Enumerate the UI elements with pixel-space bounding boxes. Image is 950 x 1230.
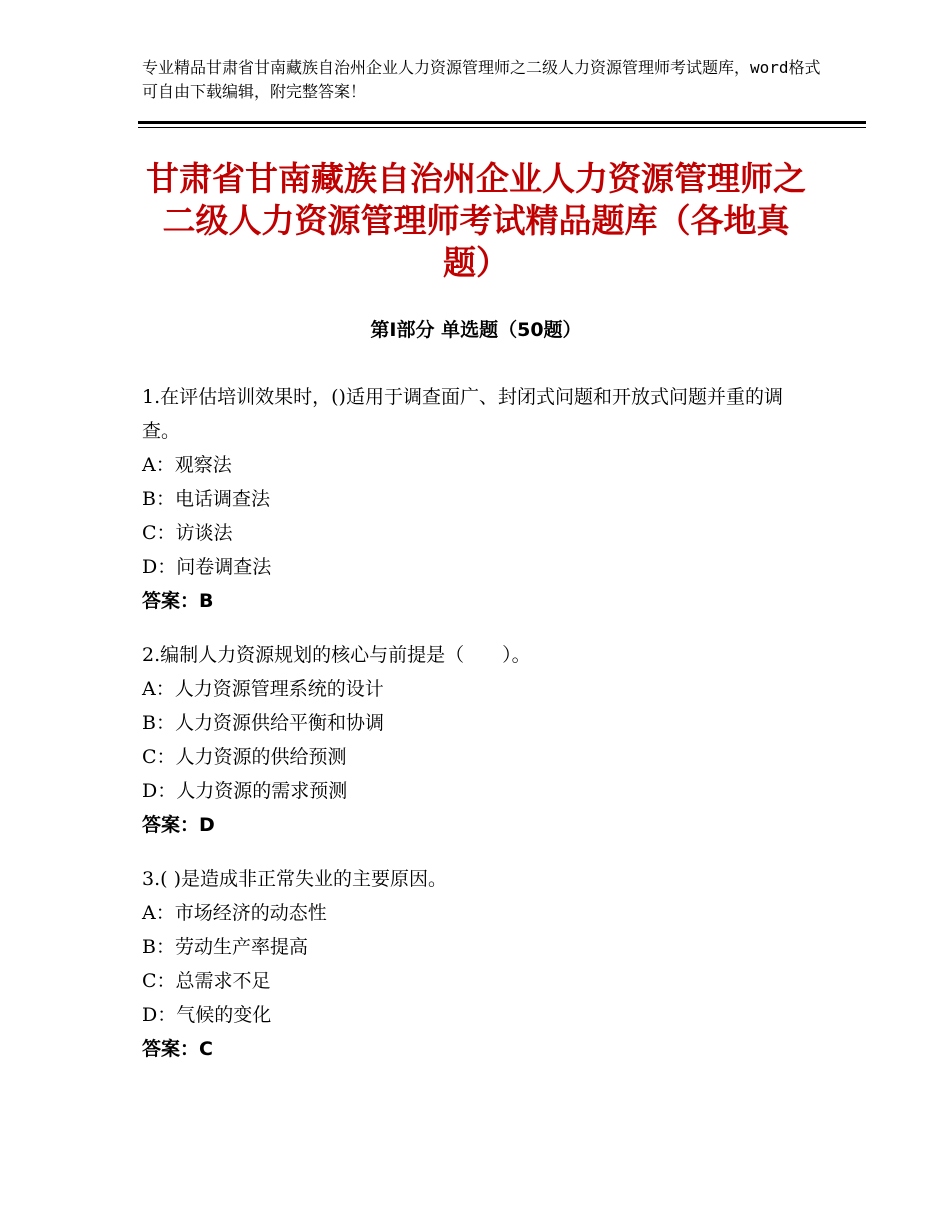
option-b: B：电话调查法 <box>142 488 270 510</box>
answer: 答案：D <box>142 814 215 836</box>
question-3 <box>142 862 822 1066</box>
option-a: A：人力资源管理系统的设计 <box>142 678 384 700</box>
question-stem: 2.编制人力资源规划的核心与前提是（ ）。 <box>142 644 531 666</box>
question-2 <box>142 638 822 842</box>
option-b: B：人力资源供给平衡和协调 <box>142 712 384 734</box>
option-d: D：问卷调查法 <box>142 556 272 578</box>
header-rule-thin <box>138 127 866 128</box>
question-stem: 1.在评估培训效果时，()适用于调查面广、封闭式问题和开放式问题并重的调查。 <box>142 386 783 442</box>
option-c: C：访谈法 <box>142 522 233 544</box>
header-rule-thick <box>138 121 866 124</box>
question-list <box>142 380 822 1086</box>
document-title: 甘肃省甘南藏族自治州企业人力资源管理师之二级人力资源管理师考试精品题库（各地真题） <box>146 159 806 282</box>
section-title: 第Ⅰ部分 单选题（50题） <box>370 319 582 341</box>
option-c: C：人力资源的供给预测 <box>142 746 347 768</box>
question-1 <box>142 380 822 618</box>
question-stem: 3.( )是造成非正常失业的主要原因。 <box>142 868 447 890</box>
option-a: A：市场经济的动态性 <box>142 902 327 924</box>
answer: 答案：C <box>142 1038 213 1060</box>
page-header-note: 专业精品甘肃省甘南藏族自治州企业人力资源管理师之二级人力资源管理师考试题库，word格式可自由下载编辑，附完整答案！ <box>142 58 821 101</box>
option-a: A：观察法 <box>142 454 232 476</box>
answer: 答案：B <box>142 590 214 612</box>
option-c: C：总需求不足 <box>142 970 271 992</box>
option-b: B：劳动生产率提高 <box>142 936 308 958</box>
option-d: D：人力资源的需求预测 <box>142 780 348 802</box>
option-d: D：气候的变化 <box>142 1004 272 1026</box>
